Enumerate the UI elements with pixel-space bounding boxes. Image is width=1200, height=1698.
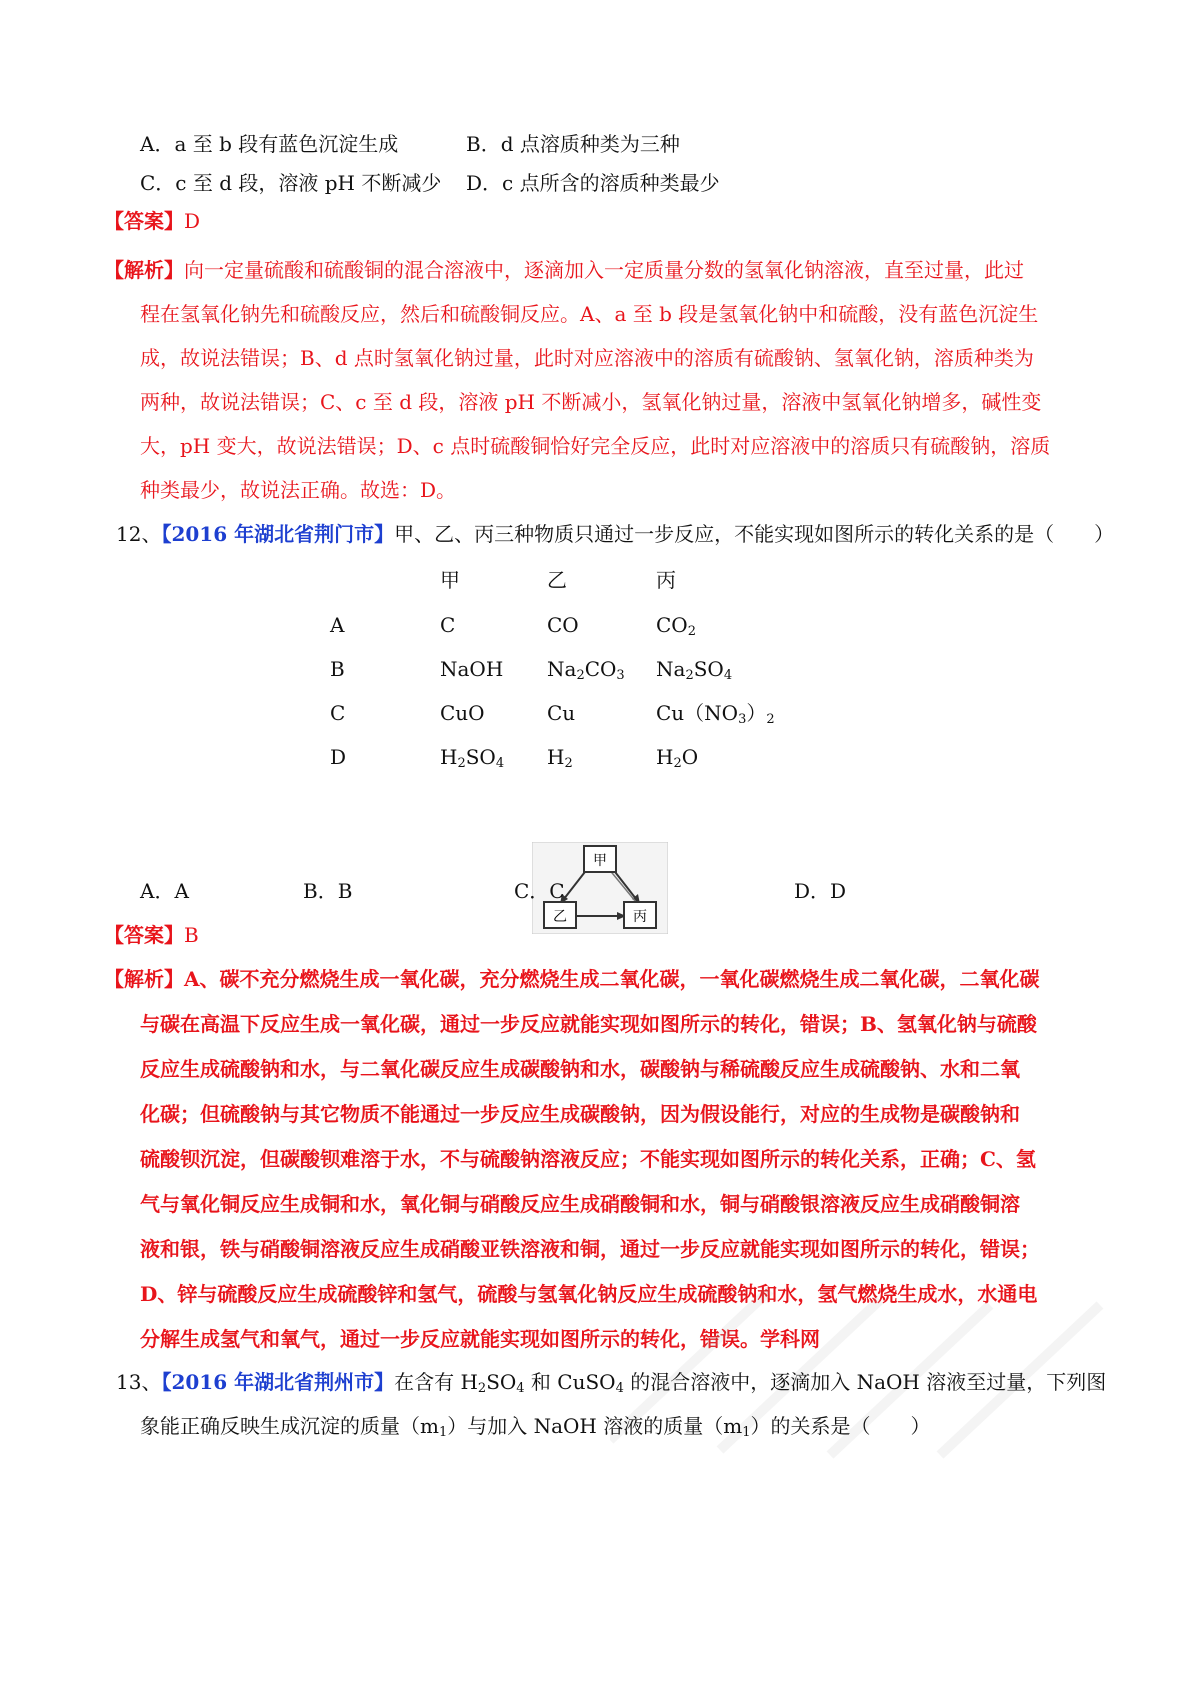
q12-option-a: A．A xyxy=(140,879,189,903)
question-source: 【2016 年湖北省荆门市】 xyxy=(161,522,395,546)
table-cell: Cu xyxy=(547,701,576,725)
table-cell: $CO_2$ xyxy=(656,613,696,639)
q12-option-b: B．B xyxy=(303,879,353,903)
table-cell: CO xyxy=(547,613,579,637)
table-cell: $Cu(NO_3)_2$ xyxy=(656,701,775,727)
q13-stem-line-1: 13、【2016 年湖北省荆州市】在含有 $H_2SO_4$ 和 CuSO$_4$ 的混合溶液中，逐滴加入 NaOH 溶液至过量，下列图 xyxy=(116,1370,1107,1396)
diagram-node-yi: 乙 xyxy=(553,909,567,925)
table-row-key: D xyxy=(330,745,347,769)
q12-option-d: D．D xyxy=(794,879,847,903)
table-cell: $Na_2SO_4$ xyxy=(656,657,733,683)
table-header-yi: 乙 xyxy=(547,568,567,592)
q11-analysis-line: 两种，故说法错误；C、c 至 d 段，溶液 pH 不断减小，氢氧化钠过量，溶液中氢氧化钠增多，碱性变 xyxy=(140,390,1042,414)
table-cell: $H_2SO_4$ xyxy=(440,745,505,771)
question-number: 12、 xyxy=(116,522,162,546)
q12-answer xyxy=(104,922,199,948)
analysis-tag: 【解析】 xyxy=(104,258,184,282)
q11-option-a: A．a 至 b 段有蓝色沉淀生成 xyxy=(140,132,399,156)
q11-option-d: D．c 点所含的溶质种类最少 xyxy=(466,171,720,195)
q11-analysis-line: 程在氢氧化钠先和硫酸反应，然后和硫酸铜反应。A、a 至 b 段是氢氧化钠中和硫酸，没有蓝色沉淀生 xyxy=(140,302,1039,326)
question-source: 【2016 年湖北省荆州市】 xyxy=(161,1370,395,1394)
answer-value: D xyxy=(184,209,201,233)
table-cell: C xyxy=(440,613,456,637)
answer-value: B xyxy=(184,923,199,947)
table-cell: CuO xyxy=(440,701,485,725)
q12-analysis-line: 化碳；但硫酸钠与其它物质不能通过一步反应生成碳酸钠，因为假设能行，对应的生成物是碳酸钠和 xyxy=(140,1102,1020,1126)
q11-answer xyxy=(104,208,200,234)
q11-analysis-line: 成，故说法错误；B、d 点时氢氧化钠过量，此时对应溶液中的溶质有硫酸钠、氢氧化钠，溶质种类为 xyxy=(140,346,1034,370)
table-row-key: A xyxy=(330,613,345,637)
answer-tag: 【答案】 xyxy=(104,209,184,233)
q12-analysis-line: 液和银，铁与硝酸铜溶液反应生成硝酸亚铁溶液和铜，通过一步反应就能实现如图所示的转化，错误； xyxy=(140,1237,1040,1261)
q11-analysis-line: 【解析】向一定量硫酸和硫酸铜的混合溶液中，逐滴加入一定质量分数的氢氧化钠溶液，直至过量，此过 xyxy=(104,258,1024,282)
q12-analysis-line: 【解析】A、碳不充分燃烧生成一氧化碳，充分燃烧生成二氧化碳，一氧化碳燃烧生成二氧化碳，二氧化碳 xyxy=(104,967,1040,991)
table-cell: $H_2O$ xyxy=(656,745,699,771)
table-cell: NaOH xyxy=(440,657,504,681)
q12-analysis-line: 硫酸钡沉淀，但碳酸钡难溶于水，不与硫酸钠溶液反应；不能实现如图所示的转化关系，正确；C、氢 xyxy=(140,1147,1036,1171)
q12-stem xyxy=(116,521,1114,547)
table-cell: $H_2$ xyxy=(547,745,573,771)
question-text: 甲、乙、丙三种物质只通过一步反应，不能实现如图所示的转化关系的是（ ） xyxy=(394,522,1115,546)
q12-analysis-line: 分解生成氢气和氧气，通过一步反应就能实现如图所示的转化，错误。学科网 xyxy=(140,1327,820,1351)
q11-analysis-line: 种类最少，故说法正确。故选：D。 xyxy=(140,478,457,502)
q11-analysis-line: 大，pH 变大，故说法错误；D、c 点时硫酸铜恰好完全反应，此时对应溶液中的溶质只有硫酸钠，溶质 xyxy=(140,434,1051,458)
table-row-key: C xyxy=(330,701,346,725)
q11-option-b: B．d 点溶质种类为三种 xyxy=(466,132,680,156)
q12-analysis-line: 气与氧化铜反应生成铜和水，氧化铜与硝酸反应生成硝酸铜和水，铜与硝酸银溶液反应生成硝酸铜溶 xyxy=(140,1192,1020,1216)
diagram-node-bing: 丙 xyxy=(633,909,647,925)
diagram-node-jia: 甲 xyxy=(593,853,607,869)
table-row-key: B xyxy=(330,657,345,681)
answer-tag: 【答案】 xyxy=(104,923,184,947)
q12-analysis-line: 反应生成硫酸钠和水，与二氧化碳反应生成碳酸钠和水，碳酸钠与稀硫酸反应生成硫酸钠、水和二氧 xyxy=(140,1057,1020,1081)
table-cell: $Na_2CO_3$ xyxy=(547,657,625,683)
q13-stem-line-2: 象能正确反映生成沉淀的质量$(m_1)$与加入 NaOH 溶液的质量$(m_1)$的关系是（ ） xyxy=(140,1414,931,1440)
table-header-bing: 丙 xyxy=(656,568,676,592)
table-header-jia: 甲 xyxy=(440,568,460,592)
analysis-tag: 【解析】 xyxy=(104,967,184,991)
q12-analysis-line: 与碳在高温下反应生成一氧化碳，通过一步反应就能实现如图所示的转化，错误；B、氢氧化钠与硫酸 xyxy=(140,1012,1037,1036)
q12-option-c: C．C xyxy=(514,879,565,903)
question-number: 13、 xyxy=(116,1370,162,1394)
q12-analysis-line: D、锌与硫酸反应生成硫酸锌和氢气，硫酸与氢氧化钠反应生成硫酸钠和水，氢气燃烧生成水，水通电 xyxy=(140,1282,1038,1306)
q11-option-c: C．c 至 d 段，溶液 pH 不断减少 xyxy=(140,171,442,195)
